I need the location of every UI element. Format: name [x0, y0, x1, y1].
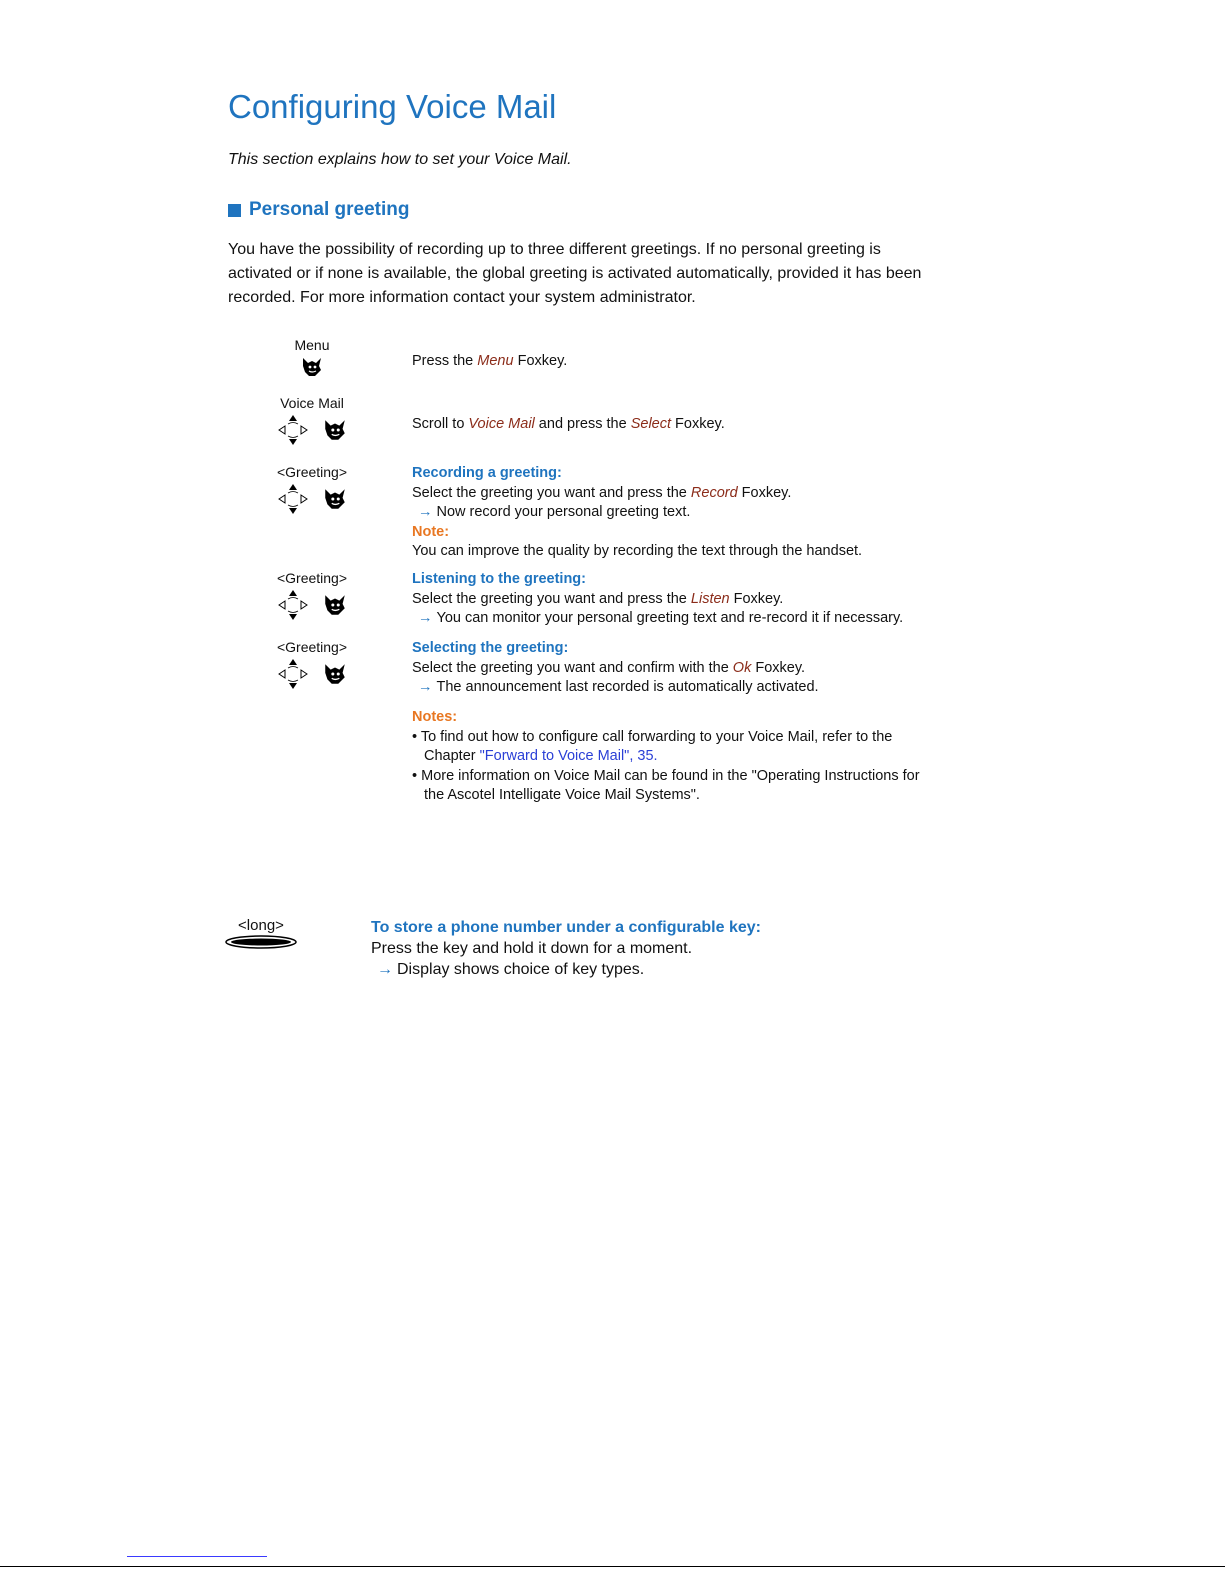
text-span: The announcement last recorded is automatically activated. — [436, 679, 819, 695]
notes-block — [412, 708, 942, 806]
configurable-key-icon — [224, 935, 298, 949]
section-square-icon — [228, 204, 241, 217]
foxkey-icon — [322, 417, 348, 443]
arrow-icon: → — [377, 961, 393, 978]
ok-foxkey-label: Ok — [732, 659, 752, 676]
key-menu — [262, 337, 362, 379]
text-span: Foxkey. — [737, 484, 792, 501]
arrow-icon: → — [418, 679, 433, 695]
text-span: Select the greeting you want and press the — [412, 590, 691, 607]
key-label: <long> — [238, 917, 284, 934]
record-foxkey-label: Record — [690, 484, 738, 501]
navigation-keys-icon — [276, 588, 310, 622]
note-bullet: • More information on Voice Mail can be found in the "Operating Instructions for the Ascotel Intelligate Voice Mail Systems". — [412, 767, 920, 803]
listen-heading: Listening to the greeting: — [412, 571, 586, 587]
foxkey-icon — [322, 486, 348, 512]
footer-underline — [127, 1556, 267, 1557]
text-span: More information on Voice Mail can be found in the "Operating Instructions for the Ascotel Intelligate Voice Mail Systems". — [421, 767, 920, 803]
lower-heading: To store a phone number under a configurable key: — [371, 919, 761, 936]
key-label: Menu — [294, 337, 330, 353]
listen-foxkey-label: Listen — [690, 590, 730, 607]
text-span: Select the greeting you want and press the — [412, 484, 691, 501]
foxkey-icon — [300, 355, 324, 379]
text-span: Foxkey. — [513, 353, 568, 369]
note-label: Note: — [412, 523, 450, 540]
key-greeting-select — [262, 639, 362, 691]
key-voice-mail — [262, 395, 362, 447]
key-greeting-listen — [262, 570, 362, 622]
text-span: Select the greeting you want and confirm with the — [412, 659, 733, 676]
text-span: To find out how to configure call forwarding to your Voice Mail, refer to the Chapter — [420, 728, 893, 764]
arrow-icon: → — [418, 610, 433, 626]
voice-mail-label: Voice Mail — [468, 416, 535, 432]
navigation-keys-icon — [276, 482, 310, 516]
key-label: Voice Mail — [280, 395, 344, 411]
note-text: You can improve the quality by recording the text through the handset. — [412, 543, 863, 559]
text-span: Now record your personal greeting text. — [436, 504, 691, 520]
step-record-text — [412, 464, 952, 562]
step-menu-text — [412, 352, 952, 372]
select-foxkey-label: Select — [630, 416, 672, 432]
lower-block — [371, 917, 761, 980]
key-label: <Greeting> — [276, 570, 348, 586]
key-label: <Greeting> — [276, 464, 348, 480]
text-span: Foxkey. — [729, 590, 784, 607]
page-title: Configuring Voice Mail — [228, 88, 557, 125]
text-span: Display shows choice of key types. — [397, 961, 645, 978]
key-long — [224, 917, 298, 949]
intro-paragraph: You have the possibility of recording up to three different greetings. If no personal greeting is activated or if none is available, the global greeting is activated automatically, provided it has been recorded. For more information contact your system administrator. — [228, 241, 922, 306]
bottom-rule — [0, 1566, 1225, 1567]
lower-text: Press the key and hold it down for a moment. — [371, 940, 693, 957]
text-span: Press the — [412, 353, 478, 369]
navigation-keys-icon — [276, 657, 310, 691]
intro-text: This section explains how to set your Voice Mail. — [228, 151, 572, 168]
text-span: Foxkey. — [671, 416, 725, 432]
section-heading-label: Personal greeting — [249, 199, 410, 220]
notes-label: Notes: — [412, 709, 458, 725]
text-span: and press the — [534, 416, 631, 432]
arrow-icon: → — [418, 504, 433, 520]
section-heading — [228, 199, 410, 221]
key-greeting-record — [262, 464, 362, 516]
record-heading: Recording a greeting: — [412, 465, 562, 481]
note-bullet: • To find out how to configure call forwarding to your Voice Mail, refer to the Chapter "Forward to Voice Mail", 35. — [412, 728, 893, 764]
text-span: Foxkey. — [751, 659, 806, 676]
text-span: You can monitor your personal greeting text and re-record it if necessary. — [436, 610, 904, 626]
step-select-text — [412, 639, 952, 698]
navigation-keys-icon — [276, 413, 310, 447]
menu-foxkey-label: Menu — [477, 353, 514, 369]
step-voicemail-text — [412, 415, 952, 435]
foxkey-icon — [322, 592, 348, 618]
select-heading: Selecting the greeting: — [412, 640, 569, 656]
forward-to-voice-mail-link[interactable]: "Forward to Voice Mail", 35. — [479, 748, 658, 764]
key-label: <Greeting> — [276, 639, 348, 655]
text-span: Scroll to — [412, 416, 469, 432]
step-listen-text — [412, 570, 952, 629]
foxkey-icon — [322, 661, 348, 687]
